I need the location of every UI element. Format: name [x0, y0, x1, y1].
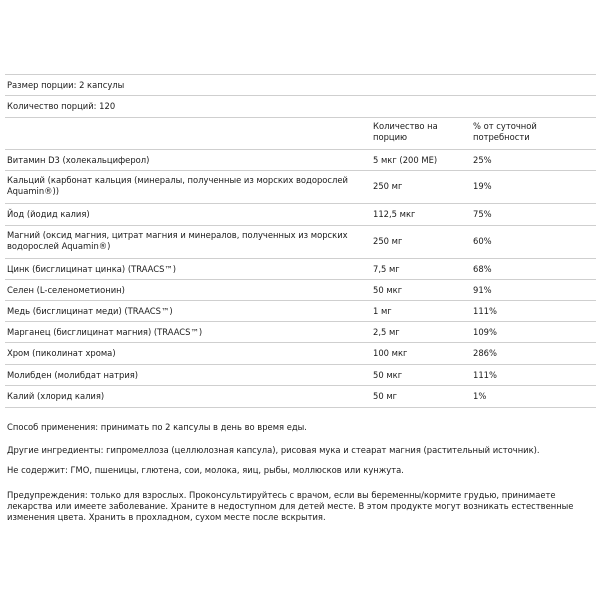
table-header [5, 117, 596, 149]
nutrient-name: Медь (бисглицинат меди) (TRAACS™) [7, 306, 173, 316]
nutrient-name: Молибден (молибдат натрия) [7, 370, 139, 380]
nutrient-amount: 112,5 мкг [373, 209, 416, 219]
nutrient-dv: 91% [473, 285, 492, 295]
nutrient-amount: 50 мкг [373, 285, 403, 295]
nutrient-dv: 25% [473, 155, 492, 165]
table-row [5, 149, 596, 170]
table-row [5, 364, 596, 385]
nutrient-dv: 286% [473, 348, 497, 358]
nutrient-name: Калий (хлорид калия) [7, 391, 105, 401]
amount-header: Количество на порцию [373, 121, 438, 142]
table-row [5, 321, 596, 342]
warnings: Предупреждения: только для взрослых. Проконсультируйтесь с врачом, если вы беременны/кормите грудью, принимаете лекарства или имеете заболевание. Храните в недоступном для детей месте. В этом продукте могут возникать естественные изменения цвета. Хранить в прохладном, сухом месте после вскрытия. [7, 490, 574, 522]
nutrient-name: Витамин D3 (холекальциферол) [7, 155, 150, 165]
other-ingredients: Другие ингредиенты: гипромеллоза (целлюлозная капсула), рисовая мука и стеарат магния (растительный источник). [7, 445, 540, 455]
serving-size: Размер порции: 2 капсулы [7, 80, 125, 90]
table-row [5, 385, 596, 407]
nutrient-dv: 111% [473, 370, 497, 380]
table-row [5, 279, 596, 300]
nutrient-dv: 19% [473, 181, 492, 191]
nutrient-amount: 100 мкг [373, 348, 408, 358]
table-bottom-divider [5, 407, 596, 408]
nutrient-amount: 50 мг [373, 391, 398, 401]
nutrient-dv: 111% [473, 306, 497, 316]
nutrient-name: Йод (йодид калия) [7, 209, 90, 219]
nutrient-amount: 5 мкг (200 МЕ) [373, 155, 438, 165]
table-row [5, 300, 596, 321]
nutrient-name: Цинк (бисглицинат цинка) (TRAACS™) [7, 264, 177, 274]
nutrient-dv: 109% [473, 327, 497, 337]
nutrient-dv: 68% [473, 264, 492, 274]
nutrient-dv: 75% [473, 209, 492, 219]
nutrient-name: Хром (пиколинат хрома) [7, 348, 116, 358]
nutrient-name: Марганец (бисглицинат магния) (TRAACS™) [7, 327, 203, 337]
servings-count: Количество порций: 120 [7, 101, 116, 111]
table-row [5, 342, 596, 364]
nutrient-amount: 250 мг [373, 181, 403, 191]
nutrient-amount: 250 мг [373, 236, 403, 246]
table-row [5, 170, 596, 203]
supplement-facts-table [5, 74, 596, 408]
table-row [5, 203, 596, 225]
nutrient-dv: 1% [473, 391, 487, 401]
nutrient-dv: 60% [473, 236, 492, 246]
nutrient-amount: 2,5 мг [373, 327, 400, 337]
nutrient-amount: 50 мкг [373, 370, 403, 380]
dv-header: % от суточной потребности [473, 121, 537, 142]
nutrient-name: Селен (L-селенометионин) [7, 285, 125, 295]
free-of-statement: Не содержит: ГМО, пшеницы, глютена, сои, молока, яиц, рыбы, моллюсков или кунжута. [7, 465, 404, 475]
serving-size-row [5, 74, 596, 95]
nutrient-amount: 1 мг [373, 306, 392, 316]
table-row [5, 258, 596, 279]
table-row [5, 225, 596, 258]
nutrient-amount: 7,5 мг [373, 264, 400, 274]
nutrient-name: Магний (оксид магния, цитрат магния и минералов, полученных из морских водорослей Aquamin®) [7, 230, 348, 251]
servings-row [5, 95, 596, 117]
nutrient-name: Кальций (карбонат кальция (минералы, полученные из морских водорослей Aquamin®)) [7, 175, 348, 196]
usage-directions: Способ применения: принимать по 2 капсулы в день во время еды. [7, 422, 307, 432]
